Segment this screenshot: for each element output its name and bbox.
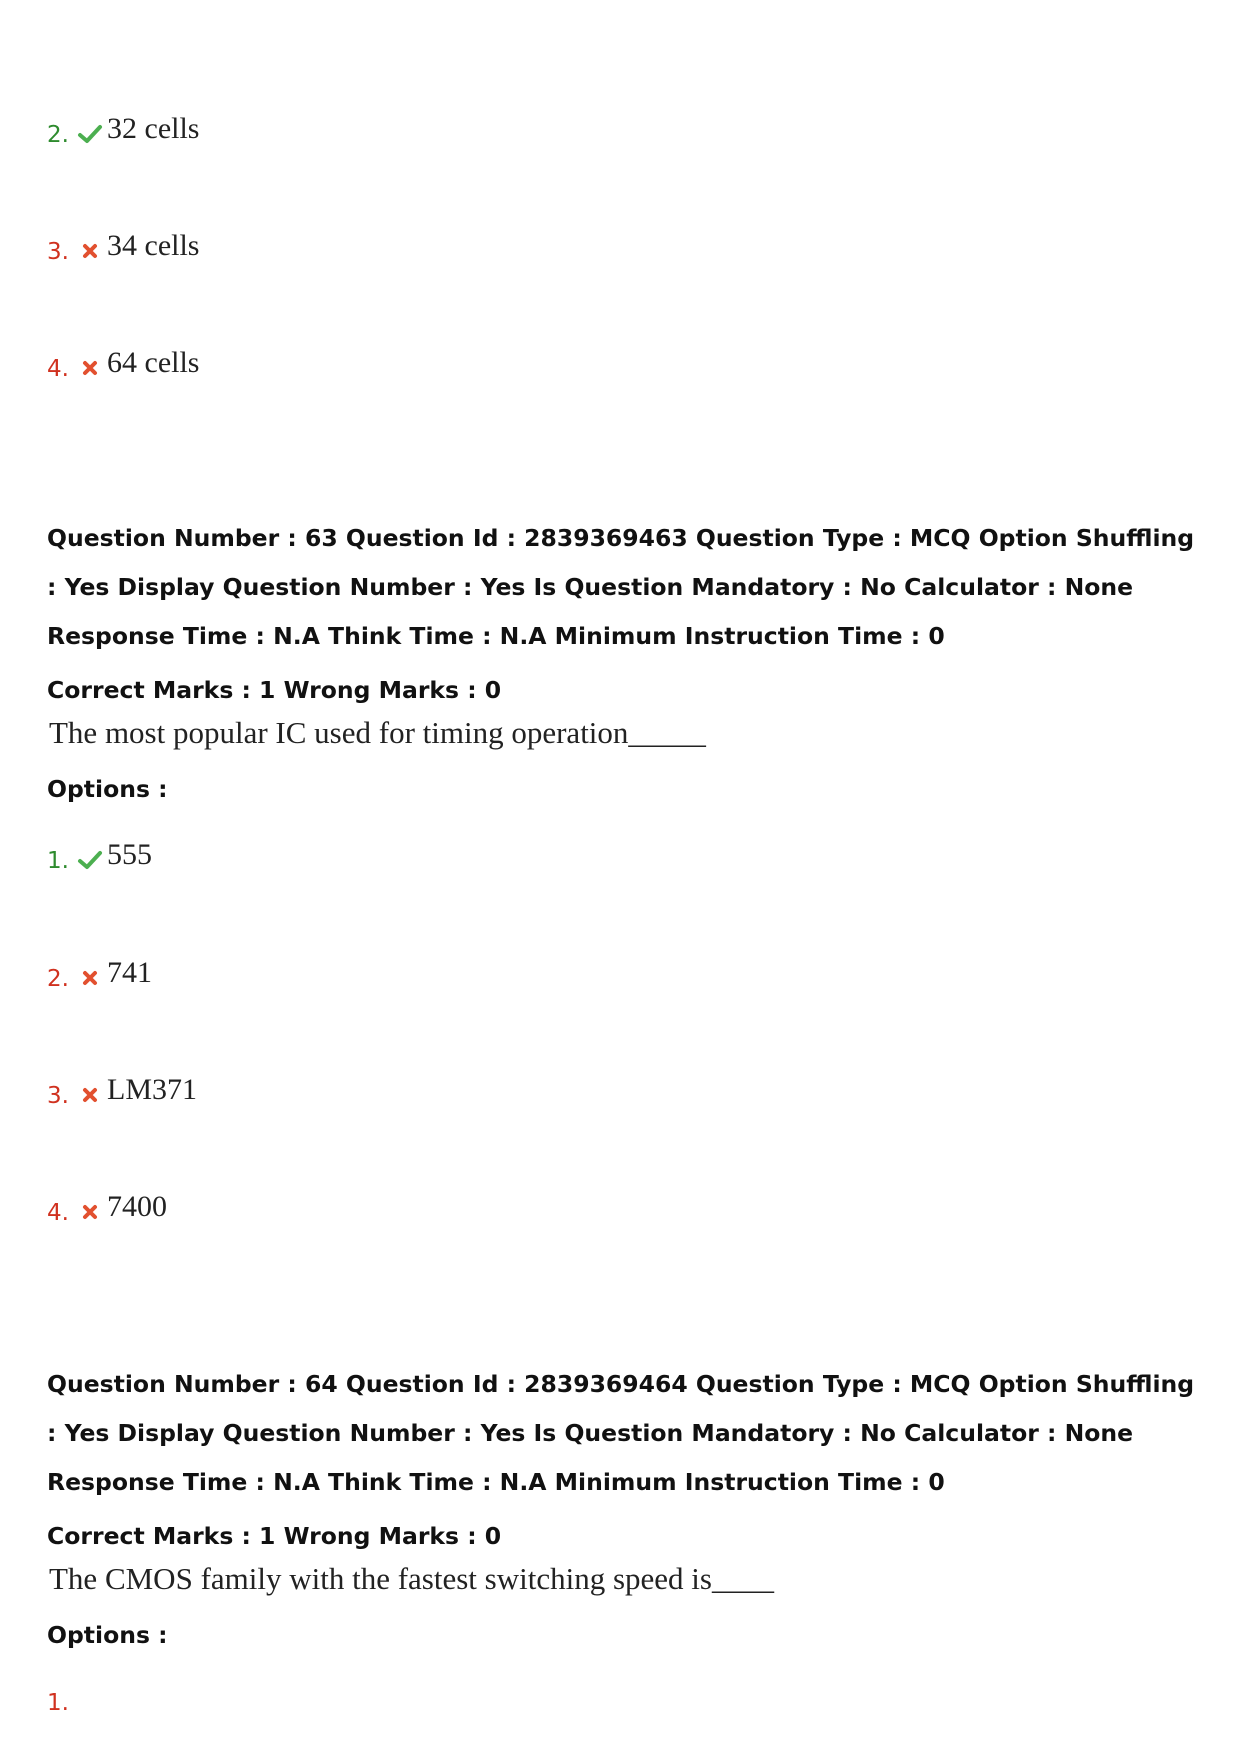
- option-number: 4.: [47, 356, 69, 382]
- question-meta: Question Number : 64 Question Id : 2839369464 Question Type : MCQ Option Shuffling : Yes Display Question Number : Yes Is Question Mandatory : No Calculator : None Response Time : N.A Think Time : N.A Minimum Instruction Time : 0: [47, 1370, 1195, 1496]
- option-number: 2.: [47, 122, 69, 148]
- options-label: Options :: [47, 1621, 168, 1649]
- cross-icon: [77, 355, 103, 381]
- option-number: 3.: [47, 1083, 69, 1109]
- question-text: The most popular IC used for timing operation_____: [49, 715, 706, 750]
- question-meta: Question Number : 63 Question Id : 2839369463 Question Type : MCQ Option Shuffling : Yes Display Question Number : Yes Is Question Mandatory : No Calculator : None Response Time : N.A Think Time : N.A Minimum Instruction Time : 0: [47, 524, 1195, 650]
- option-text: 7400: [107, 1190, 167, 1223]
- option-text: 555: [107, 838, 152, 871]
- option-text: LM371: [107, 1073, 197, 1106]
- cross-icon: [77, 1082, 103, 1108]
- cross-icon: [77, 1199, 103, 1225]
- option-text: 32 cells: [107, 112, 200, 145]
- question-marks: Correct Marks : 1 Wrong Marks : 0: [47, 676, 502, 704]
- question-text: The CMOS family with the fastest switching speed is____: [49, 1561, 774, 1596]
- option-number: 4.: [47, 1200, 69, 1226]
- option-number: 2.: [47, 966, 69, 992]
- option-number: 1.: [47, 848, 69, 874]
- cross-icon: [77, 965, 103, 991]
- option-text: 741: [107, 956, 152, 989]
- option-number: 1.: [47, 1690, 69, 1716]
- question-marks: Correct Marks : 1 Wrong Marks : 0: [47, 1522, 502, 1550]
- option-text: 34 cells: [107, 229, 200, 262]
- option-number: 3.: [47, 239, 69, 265]
- check-icon: [77, 847, 103, 873]
- option-text: 64 cells: [107, 346, 200, 379]
- options-label: Options :: [47, 775, 168, 803]
- cross-icon: [77, 238, 103, 264]
- check-icon: [77, 121, 103, 147]
